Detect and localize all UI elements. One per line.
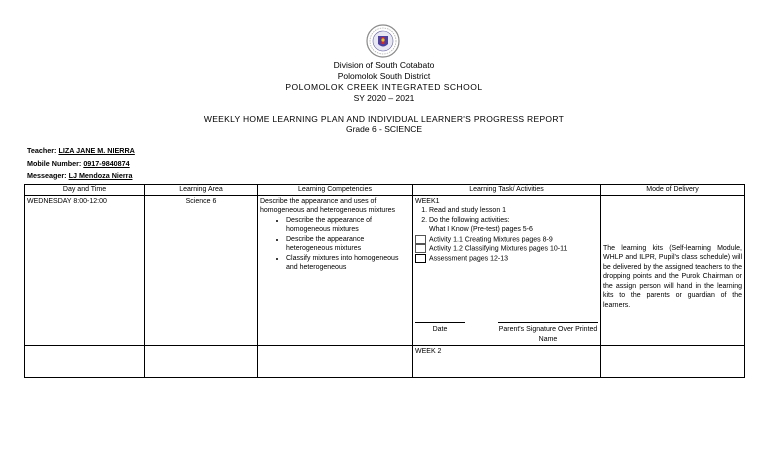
school-year: SY 2020 – 2021 (353, 93, 415, 103)
header-mode: Mode of Delivery (601, 185, 745, 196)
table-header-row (25, 185, 745, 196)
mobile-line (27, 159, 130, 169)
week-2-cell: WEEK 2 (413, 346, 601, 378)
list-item: • Classify mixtures into homogeneous and heterogeneous (286, 254, 410, 273)
activity-item[interactable]: Assessment pages 12-13 (415, 254, 598, 264)
school-name: POLOMOLOK CREEK INTEGRATED SCHOOL (285, 82, 483, 92)
list-item: • Describe the appearance heterogeneous mixtures (286, 235, 410, 254)
learning-plan-table (24, 184, 745, 378)
mobile-number: 0917-9840874 (83, 159, 130, 168)
header-day-time: Day and Time (25, 185, 145, 196)
district-name: Polomolok South District (337, 71, 431, 81)
day-time-cell: WEDNESDAY 8:00-12:00 (25, 195, 145, 346)
task-list (415, 206, 598, 225)
activity-item[interactable]: Activity 1.2 Classifying Mixtures pages 10-11 (415, 244, 598, 254)
header-tasks: Learning Task/ Activities (413, 185, 601, 196)
table-row (25, 346, 745, 378)
learning-area-cell (145, 346, 258, 378)
competency-list (260, 216, 410, 273)
messenger-name: LJ Mendoza Nierra (68, 171, 133, 180)
checkbox-icon[interactable] (415, 254, 426, 263)
teacher-line (27, 146, 135, 156)
header-competencies: Learning Competencies (258, 185, 413, 196)
learning-area-cell: Science 6 (145, 195, 258, 346)
mode-of-delivery-cell (601, 346, 745, 378)
messenger-label: Messeager: (27, 171, 67, 180)
week-label: WEEK1 (415, 197, 440, 205)
messenger-line (27, 171, 132, 181)
deped-seal-logo (366, 24, 400, 58)
list-item: • Describe the appearance of homogeneous mixtures (286, 216, 410, 235)
mobile-label: Mobile Number: (27, 159, 82, 168)
day-time-cell (25, 346, 145, 378)
grade-subject: Grade 6 - SCIENCE (345, 124, 423, 134)
tasks-cell (413, 195, 601, 346)
signature-label: Parent's Signature Over Printed Name (498, 322, 598, 344)
list-item: 1. Read and study lesson 1 (429, 206, 598, 216)
teacher-label: Teacher: (27, 146, 57, 155)
list-item: 2. Do the following activities: (429, 216, 598, 226)
signature-area (415, 322, 598, 344)
report-title: WEEKLY HOME LEARNING PLAN AND INDIVIDUAL LEARNER'S PROGRESS REPORT (203, 114, 565, 124)
pretest-line: What I Know (Pre-test) pages 5-6 (429, 226, 533, 233)
competencies-cell (258, 346, 413, 378)
competency-intro: Describe the appearance and uses of homogeneous and heterogeneous mixtures (260, 197, 396, 214)
date-label: Date (415, 322, 465, 344)
mode-of-delivery-cell: The learning kits (Self-learning Module, WHLP and ILPR, Pupil's class schedule) will be delivered by the assigned teachers to the dropping points and the Purok Chairman or the assign person will hand in the learning kits to the parents or guardian of the learners. (601, 195, 745, 346)
division-name: Division of South Cotabato (333, 60, 435, 70)
checkbox-icon[interactable] (415, 244, 426, 253)
table-row (25, 195, 745, 346)
teacher-name: LIZA JANE M. NIERRA (58, 146, 135, 155)
competencies-cell (258, 195, 413, 346)
checkbox-icon[interactable] (415, 235, 426, 244)
activity-item[interactable]: Activity 1.1 Creating Mixtures pages 8-9 (415, 235, 598, 245)
header-learning-area: Learning Area (145, 185, 258, 196)
